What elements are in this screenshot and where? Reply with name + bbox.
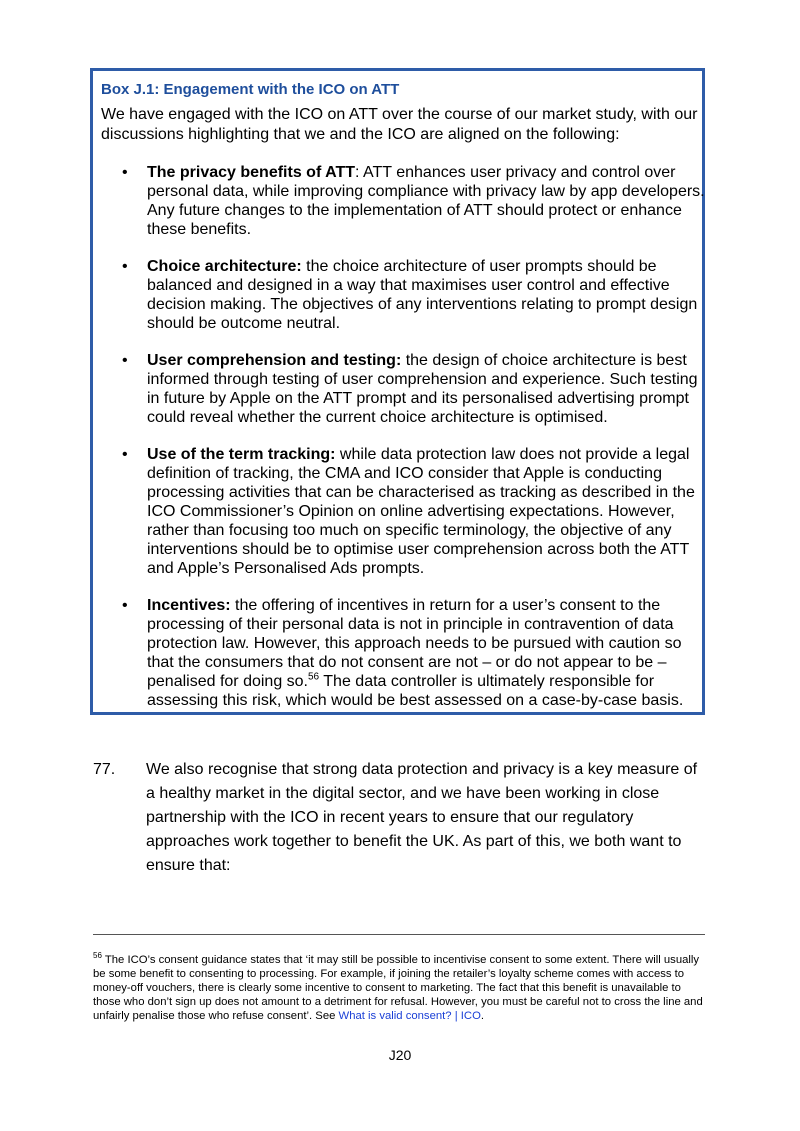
bullet-item — [93, 163, 705, 239]
bullet-icon: • — [122, 258, 128, 275]
footnote-reference[interactable]: 56 — [308, 671, 320, 683]
bullet-heading: The privacy benefits of ATT — [147, 164, 356, 181]
paragraph-number: 77. — [93, 761, 116, 778]
bullet-list — [93, 163, 705, 728]
bullet-text: the offering of incentives in return for a user’s consent to the processing of their personal data is not in principle in contravention of data protection law. However, this approach needs to be pursued with caution so that the consumers that do not consent are not – or do not appear to be – penalised for doing so. — [147, 597, 682, 690]
bullet-text: while data protection law does not provide a legal definition of tracking, the CMA and ICO consider that Apple is conducting processing activities that can be characterised as tracking as described in the ICO Commissioner’s Opinion on online advertising expectations. However, rather than focusing too much on specific terminology, the objective of any interventions should be to optimise user comprehension across both the ATT and Apple’s Personalised Ads prompts. — [147, 446, 695, 577]
bullet-item — [93, 257, 705, 333]
bullet-heading: Use of the term tracking: — [147, 446, 336, 463]
footnote-link[interactable]: What is valid consent? | ICO — [338, 1010, 481, 1022]
bullet-item — [93, 445, 705, 578]
paragraph-text: We also recognise that strong data protection and privacy is a key measure of a healthy market in the digital sector, and we have been working in close partnership with the ICO in recent years to ensure that our regulatory approaches work together to benefit the UK. As part of this, we both want to ensure that: — [146, 761, 698, 874]
bullet-heading: Choice architecture: — [147, 258, 302, 275]
bullet-text: : ATT enhances user privacy and control over personal data, while improving compliance with privacy law by app developers. Any future changes to the implementation of ATT should protect or enhance these benefits. — [147, 164, 705, 238]
page-number: J20 — [388, 1047, 412, 1063]
footnote-text: The ICO’s consent guidance states that ‘it may still be possible to incentivise consent to some extent. There will usually be some benefit to consenting to processing. For example, if joining the retailer’s loyalty scheme comes with access to money-off vouchers, there is clearly some incentive to consent to marketing. The fact that this benefit is unavailable to those who don’t sign up does not amount to a detriment for refusal. However, you must be careful not to cross the line and unfairly penalise those who refuse consent’. See — [93, 954, 703, 1022]
box-title: Box J.1: Engagement with the ICO on ATT — [101, 81, 400, 98]
footnote-text-end: . — [480, 1010, 485, 1022]
bullet-icon: • — [122, 597, 128, 614]
bullet-heading: Incentives: — [147, 597, 231, 614]
bullet-icon: • — [122, 352, 128, 369]
bullet-heading: User comprehension and testing: — [147, 352, 402, 369]
bullet-text-continued: The data controller is ultimately responsible for assessing this risk, which would be best assessed on a case-by-case basis. — [147, 673, 684, 709]
bullet-item — [93, 351, 705, 427]
footnote-number: 56 — [93, 951, 102, 961]
bullet-icon: • — [122, 446, 128, 463]
footnote — [93, 953, 705, 1023]
bullet-item — [93, 596, 705, 710]
footnote-divider — [93, 934, 705, 935]
info-box — [90, 68, 705, 715]
box-intro: We have engaged with the ICO on ATT over the course of our market study, with our discussions highlighting that we and the ICO are aligned on the following: — [101, 106, 698, 143]
bullet-text: the design of choice architecture is best informed through testing of user comprehension and experience. Such testing in future by Apple on the ATT prompt and its personalised advertising prompt could reveal whether the current choice architecture is optimised. — [147, 352, 698, 426]
bullet-icon: • — [122, 164, 128, 181]
bullet-text: the choice architecture of user prompts should be balanced and designed in a way that maximises user control and effective decision making. The objectives of any interventions relating to prompt design should be outcome neutral. — [147, 258, 698, 332]
